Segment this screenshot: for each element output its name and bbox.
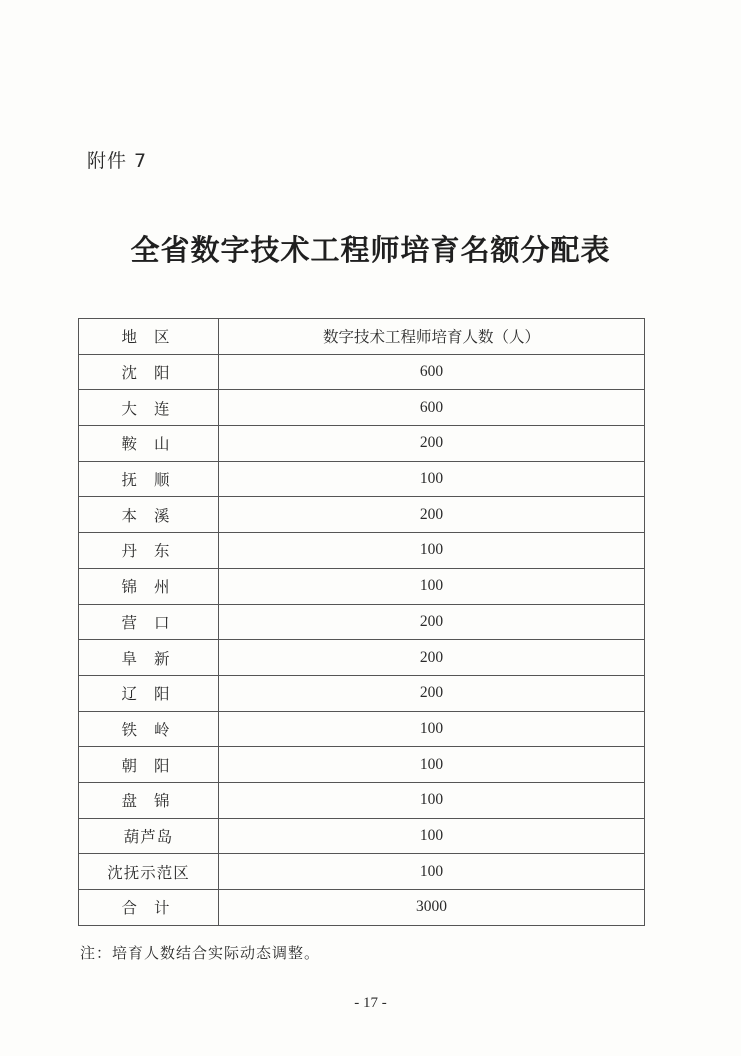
table-row bbox=[79, 711, 645, 747]
table-row bbox=[79, 675, 645, 711]
region-cell: 铁 岭 bbox=[79, 711, 219, 747]
region-cell: 朝 阳 bbox=[79, 747, 219, 783]
count-cell: 600 bbox=[219, 390, 645, 426]
table-row bbox=[79, 818, 645, 854]
region-cell: 鞍 山 bbox=[79, 426, 219, 462]
count-cell: 100 bbox=[219, 533, 645, 569]
table-row bbox=[79, 354, 645, 390]
total-label: 合 计 bbox=[79, 890, 219, 926]
region-cell: 抚 顺 bbox=[79, 461, 219, 497]
table-row bbox=[79, 568, 645, 604]
table-row bbox=[79, 390, 645, 426]
table-row bbox=[79, 640, 645, 676]
table-header-row bbox=[79, 319, 645, 355]
region-cell: 营 口 bbox=[79, 604, 219, 640]
count-cell: 100 bbox=[219, 568, 645, 604]
region-cell: 沈抚示范区 bbox=[79, 854, 219, 890]
region-cell: 本 溪 bbox=[79, 497, 219, 533]
count-cell: 200 bbox=[219, 604, 645, 640]
count-cell: 200 bbox=[219, 426, 645, 462]
count-cell: 100 bbox=[219, 782, 645, 818]
header-count: 数字技术工程师培育人数（人） bbox=[219, 319, 645, 355]
table-row bbox=[79, 782, 645, 818]
footnote: 注：培育人数结合实际动态调整。 bbox=[80, 944, 321, 962]
count-cell: 200 bbox=[219, 675, 645, 711]
count-cell: 100 bbox=[219, 747, 645, 783]
count-cell: 100 bbox=[219, 818, 645, 854]
region-cell: 盘 锦 bbox=[79, 782, 219, 818]
region-cell: 辽 阳 bbox=[79, 675, 219, 711]
count-cell: 100 bbox=[219, 854, 645, 890]
count-cell: 200 bbox=[219, 497, 645, 533]
table-row bbox=[79, 747, 645, 783]
total-count: 3000 bbox=[219, 890, 645, 926]
region-cell: 葫芦岛 bbox=[79, 818, 219, 854]
region-cell: 阜 新 bbox=[79, 640, 219, 676]
header-region: 地 区 bbox=[79, 319, 219, 355]
region-cell: 大 连 bbox=[79, 390, 219, 426]
region-cell: 锦 州 bbox=[79, 568, 219, 604]
table-row bbox=[79, 497, 645, 533]
table-row bbox=[79, 854, 645, 890]
page-number: - 17 - bbox=[354, 995, 387, 1011]
table-row bbox=[79, 461, 645, 497]
region-cell: 丹 东 bbox=[79, 533, 219, 569]
table-row bbox=[79, 426, 645, 462]
count-cell: 100 bbox=[219, 711, 645, 747]
table-row bbox=[79, 533, 645, 569]
total-row bbox=[79, 890, 645, 926]
document-title: 全省数字技术工程师培育名额分配表 bbox=[130, 233, 611, 267]
count-cell: 200 bbox=[219, 640, 645, 676]
region-cell: 沈 阳 bbox=[79, 354, 219, 390]
table-row bbox=[79, 604, 645, 640]
allocation-table bbox=[78, 318, 645, 926]
count-cell: 100 bbox=[219, 461, 645, 497]
attachment-label: 附件 7 bbox=[87, 150, 148, 172]
count-cell: 600 bbox=[219, 354, 645, 390]
